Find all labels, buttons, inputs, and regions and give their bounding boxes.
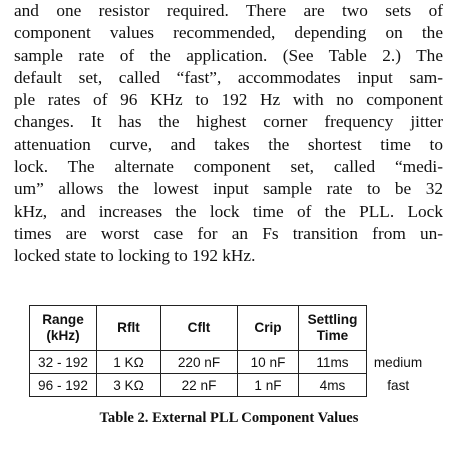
paragraph-line: kHz, and increases the lock time of the PLL. Lock <box>14 201 443 221</box>
header-rflt <box>97 306 161 351</box>
paragraph-line: locked state to locking to 192 kHz. <box>14 246 256 266</box>
header-crip-label: Crip <box>254 320 282 335</box>
paragraph-line: ple rates of 96 KHz to 192 Hz with no component <box>14 90 443 110</box>
header-note-spacer <box>367 306 430 351</box>
paragraph-line: sample rate of the application. (See Table 2.) The <box>14 45 443 65</box>
header-range <box>30 306 97 351</box>
cell-range: 96 - 192 <box>30 374 97 397</box>
header-crip <box>238 306 299 351</box>
pll-component-table <box>29 305 430 397</box>
cell-crip: 10 nF <box>238 351 299 374</box>
header-settling-line1: Settling <box>307 312 358 327</box>
cell-crip: 1 nF <box>238 374 299 397</box>
table-row <box>30 351 430 374</box>
header-range-line1: Range <box>42 312 84 327</box>
cell-range: 32 - 192 <box>30 351 97 374</box>
cell-settling-time: 4ms <box>299 374 367 397</box>
paragraph-line: component values recommended, depending on the <box>14 23 443 43</box>
paragraph-line: changes. It has the highest corner frequency jitter <box>14 112 443 132</box>
cell-rflt: 1 KΩ <box>97 351 161 374</box>
row-note: medium <box>373 354 423 370</box>
row-note: fast <box>387 377 410 393</box>
paragraph-line: times are worst case for an Fs transition from un- <box>14 223 443 243</box>
header-settling-line2: Time <box>316 328 349 343</box>
header-cflt-label: Cflt <box>187 320 211 335</box>
paragraph-line: um” allows the lowest input sample rate to be 32 <box>14 179 443 199</box>
body-paragraph <box>14 0 443 268</box>
cell-cflt: 220 nF <box>161 351 238 374</box>
paragraph-line: lock. The alternate component set, called “medi- <box>14 157 443 177</box>
table-header-row <box>30 306 430 351</box>
table-caption: Table 2. External PLL Component Values <box>99 410 359 426</box>
header-cflt <box>161 306 238 351</box>
cell-settling-time: 11ms <box>299 351 367 374</box>
header-range-line2: (kHz) <box>46 328 80 343</box>
header-rflt-label: Rflt <box>117 320 140 335</box>
cell-cflt: 22 nF <box>161 374 238 397</box>
paragraph-line: attenuation curve, and takes the shortest time to <box>14 134 443 154</box>
table-row <box>30 374 430 397</box>
header-settling-time <box>299 306 367 351</box>
paragraph-line: and one resistor required. There are two sets of <box>14 1 443 20</box>
cell-rflt: 3 KΩ <box>97 374 161 397</box>
paragraph-line: default set, called “fast”, accommodates input sam- <box>14 67 443 87</box>
